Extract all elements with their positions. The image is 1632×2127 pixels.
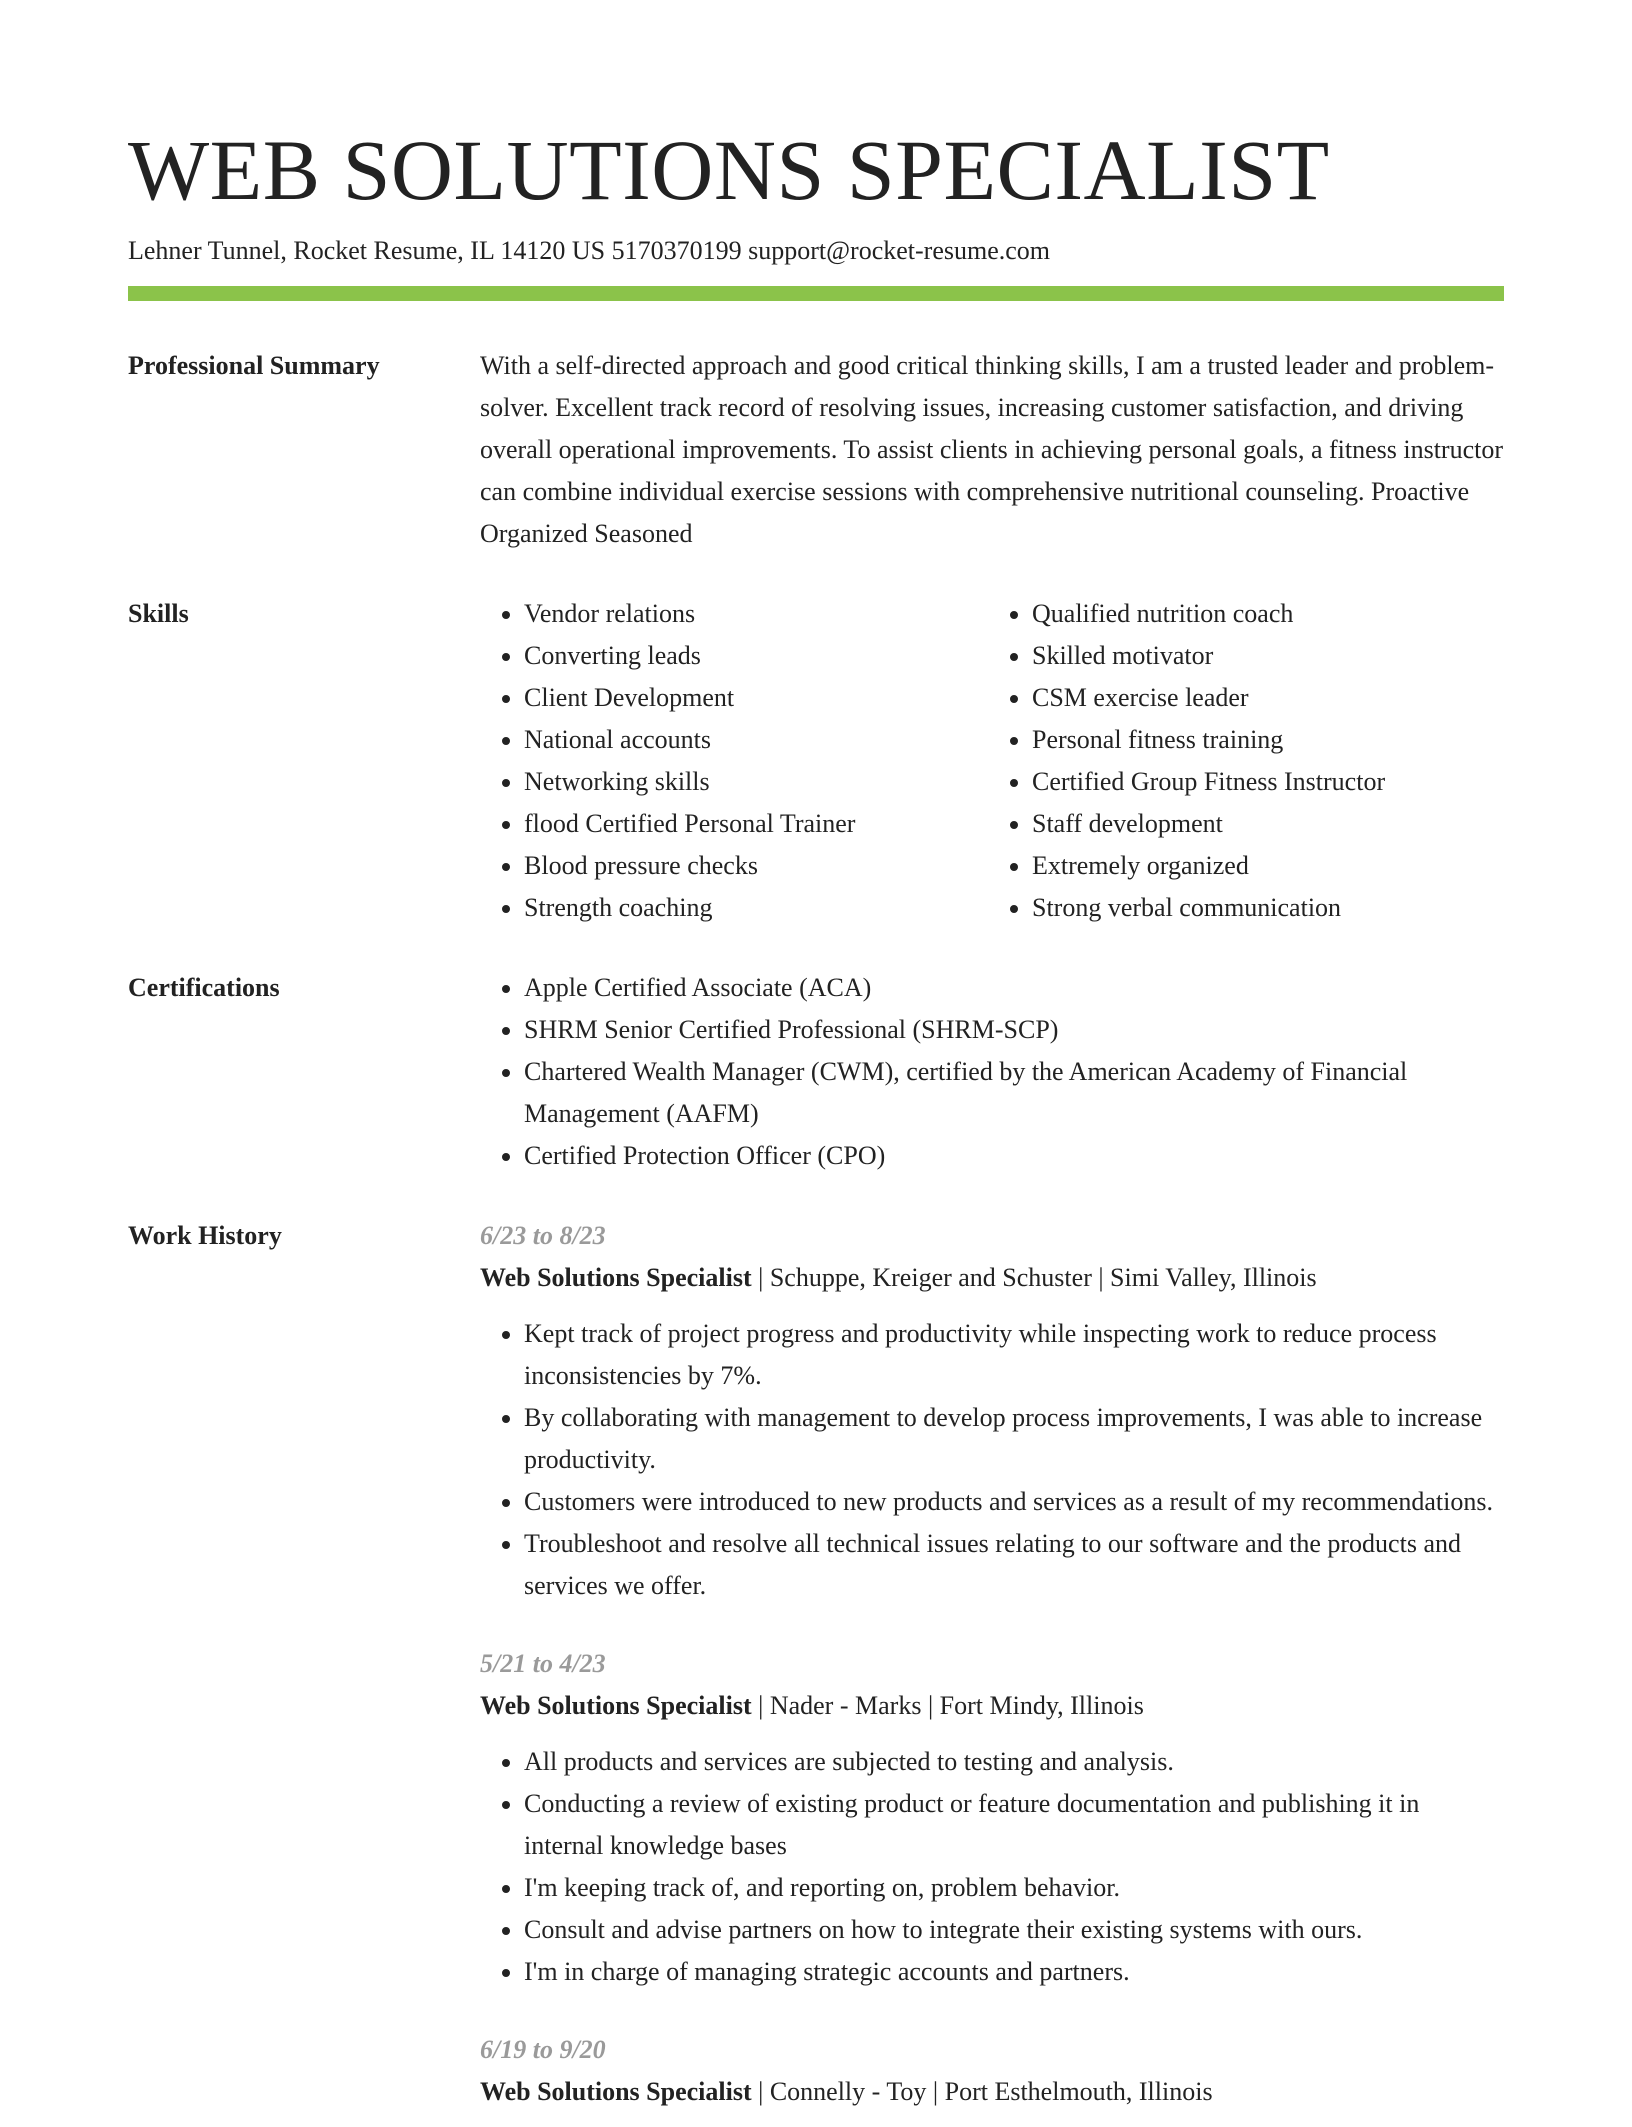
job-dates: 5/21 to 4/23	[480, 1649, 606, 1678]
job-title-line	[480, 1685, 1504, 1727]
job-bullets	[480, 1741, 1504, 1993]
skill-item: • Vendor relations	[524, 593, 984, 635]
skill-item: • flood Certified Personal Trainer	[524, 803, 984, 845]
job-bullet: • I'm in charge of managing strategic accounts and partners.	[524, 1951, 1504, 1993]
skills-heading: Skills	[128, 599, 189, 628]
certifications-section	[128, 967, 1504, 1177]
certification-item: • Chartered Wealth Manager (CWM), certified by the American Academy of Financial Management (AAFM)	[524, 1051, 1504, 1135]
skill-item: • Staff development	[1032, 803, 1492, 845]
skill-item: • Strong verbal communication	[1032, 887, 1492, 929]
accent-divider	[128, 286, 1504, 301]
job-title: Web Solutions Specialist	[480, 1263, 752, 1292]
work-history-heading: Work History	[128, 1221, 282, 1250]
contact-address: Lehner Tunnel, Rocket Resume, IL 14120 US	[128, 236, 606, 265]
job-entry	[480, 1643, 1504, 1993]
certification-item: • Certified Protection Officer (CPO)	[524, 1135, 1504, 1177]
skill-item: • Networking skills	[524, 761, 984, 803]
job-dates: 6/23 to 8/23	[480, 1221, 606, 1250]
skills-list-left	[480, 593, 984, 929]
job-bullet: • Troubleshoot and resolve all technical issues relating to our software and the products and services we offer.	[524, 1523, 1504, 1607]
contact-line	[128, 234, 1504, 268]
job-entry	[480, 2029, 1504, 2113]
summary-heading: Professional Summary	[128, 351, 380, 380]
certification-item: • SHRM Senior Certified Professional (SHRM-SCP)	[524, 1009, 1504, 1051]
skill-item: • Blood pressure checks	[524, 845, 984, 887]
job-details: | Connelly - Toy | Port Esthelmouth, Illinois	[751, 2077, 1213, 2106]
skill-item: • Certified Group Fitness Instructor	[1032, 761, 1492, 803]
skill-item: • Personal fitness training	[1032, 719, 1492, 761]
job-title-line	[480, 2071, 1504, 2113]
summary-text: With a self-directed approach and good critical thinking skills, I am a trusted leader and problem-solver. Excellent track record of resolving issues, increasing customer satisfaction, and driving overall operational improvements. To assist clients in achieving personal goals, a fitness instructor can combine individual exercise sessions with comprehensive nutritional counseling. Proactive Organized Seasoned	[480, 351, 1504, 548]
skill-item: • Converting leads	[524, 635, 984, 677]
job-title: Web Solutions Specialist	[480, 2077, 752, 2106]
job-entry	[480, 1215, 1504, 1607]
skills-list-right	[988, 593, 1492, 929]
certification-item: • Apple Certified Associate (ACA)	[524, 967, 1504, 1009]
skill-item: • Extremely organized	[1032, 845, 1492, 887]
certifications-heading: Certifications	[128, 973, 280, 1002]
job-bullet: • Customers were introduced to new products and services as a result of my recommendations.	[524, 1481, 1504, 1523]
job-dates: 6/19 to 9/20	[480, 2035, 606, 2064]
resume-page	[128, 118, 1504, 2127]
skills-section	[128, 593, 1504, 929]
job-details: | Nader - Marks | Fort Mindy, Illinois	[751, 1691, 1144, 1720]
skill-item: • CSM exercise leader	[1032, 677, 1492, 719]
summary-section	[128, 345, 1504, 555]
skill-item: • Strength coaching	[524, 887, 984, 929]
skill-item: • Client Development	[524, 677, 984, 719]
job-bullet: • I'm keeping track of, and reporting on, problem behavior.	[524, 1867, 1504, 1909]
job-bullets	[480, 1313, 1504, 1607]
job-bullet: • Kept track of project progress and productivity while inspecting work to reduce process inconsistencies by 7%.	[524, 1313, 1504, 1397]
contact-email: support@rocket-resume.com	[748, 236, 1051, 265]
job-details: | Schuppe, Kreiger and Schuster | Simi Valley, Illinois	[751, 1263, 1317, 1292]
job-bullet: • Conducting a review of existing product or feature documentation and publishing it in internal knowledge bases	[524, 1783, 1504, 1867]
job-title-line	[480, 1257, 1504, 1299]
work-history-section	[128, 1215, 1504, 2127]
resume-title: WEB SOLUTIONS SPECIALIST	[128, 122, 1330, 218]
job-bullet: • By collaborating with management to develop process improvements, I was able to increase productivity.	[524, 1397, 1504, 1481]
certifications-list	[480, 967, 1504, 1177]
skill-item: • Qualified nutrition coach	[1032, 593, 1492, 635]
job-title: Web Solutions Specialist	[480, 1691, 752, 1720]
job-bullet: • All products and services are subjected to testing and analysis.	[524, 1741, 1504, 1783]
skill-item: • Skilled motivator	[1032, 635, 1492, 677]
contact-phone: 5170370199	[611, 236, 742, 265]
skill-item: • National accounts	[524, 719, 984, 761]
job-bullet: • Consult and advise partners on how to integrate their existing systems with ours.	[524, 1909, 1504, 1951]
